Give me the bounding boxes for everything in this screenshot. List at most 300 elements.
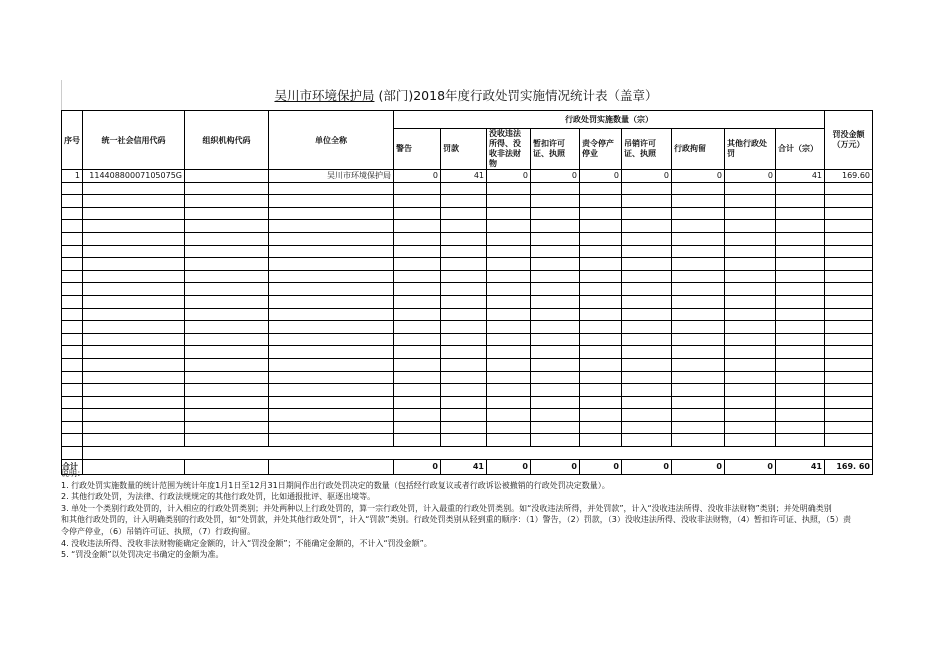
empty-cell: [269, 384, 394, 397]
note-line: 3. 单处一个类别行政处罚的，计入相应的行政处罚类别；并处两种以上行政处罚的，算一宗行政处罚，计入最重的行政处罚类别。如“没收违法所得，并处罚款”，计入“没收违法所得、没收非法财物”类别；并处明确类别: [61, 503, 832, 513]
empty-cell: [580, 308, 622, 321]
empty-cell: [531, 245, 580, 258]
notes: [61, 468, 873, 561]
empty-cell: [185, 333, 269, 346]
table-row: [62, 321, 873, 334]
empty-cell: [672, 358, 725, 371]
empty-cell: [269, 283, 394, 296]
empty-cell: [269, 207, 394, 220]
cell-seq: 1: [62, 170, 83, 183]
total-label: 合计: [62, 459, 83, 474]
empty-cell: [825, 321, 873, 334]
empty-cell: [622, 245, 672, 258]
empty-cell: [580, 396, 622, 409]
empty-cell: [580, 321, 622, 334]
cell-value: 41: [441, 170, 487, 183]
empty-cell: [487, 308, 531, 321]
table-row: [62, 384, 873, 397]
header-sub: 警告: [394, 129, 441, 170]
empty-cell: [725, 270, 776, 283]
empty-cell: [62, 346, 83, 359]
empty-cell: [62, 195, 83, 208]
empty-cell: [776, 195, 825, 208]
empty-cell: [269, 308, 394, 321]
empty-cell: [62, 371, 83, 384]
empty-cell: [83, 396, 185, 409]
empty-cell: [776, 270, 825, 283]
empty-cell: [531, 220, 580, 233]
table-row: [62, 358, 873, 371]
empty-cell: [62, 308, 83, 321]
empty-cell: [531, 321, 580, 334]
empty-cell: [531, 421, 580, 434]
total-value: 0: [622, 459, 672, 474]
empty-cell: [441, 270, 487, 283]
note-line: 2. 其他行政处罚，为法律、行政法规规定的其他行政处罚，比如通报批评、驱逐出境等。: [61, 492, 376, 502]
empty-cell: [487, 182, 531, 195]
empty-cell: [185, 207, 269, 220]
blank-row: [62, 447, 873, 460]
empty-cell: [487, 295, 531, 308]
cell-value: 41: [776, 170, 825, 183]
empty-cell: [185, 195, 269, 208]
note-line: 1. 行政处罚实施数量的统计范围为统计年度1月1日至12月31日期间作出行政处罚决定的数量（包括经行政复议或者行政诉讼被撤销的行政处罚决定数量）。: [61, 480, 610, 490]
empty-cell: [622, 321, 672, 334]
empty-cell: [441, 258, 487, 271]
empty-cell: [441, 308, 487, 321]
empty-cell: [531, 270, 580, 283]
header-sub: 罚款: [441, 129, 487, 170]
empty-cell: [672, 346, 725, 359]
empty-cell: [725, 409, 776, 422]
empty-cell: [487, 371, 531, 384]
empty-cell: [62, 333, 83, 346]
empty-cell: [580, 333, 622, 346]
empty-cell: [83, 371, 185, 384]
empty-cell: [531, 258, 580, 271]
table-row: [62, 333, 873, 346]
empty-cell: [83, 220, 185, 233]
empty-cell: [531, 283, 580, 296]
empty-cell: [62, 384, 83, 397]
empty-cell: [269, 421, 394, 434]
empty-cell: [487, 396, 531, 409]
title-unit: 吴川市环境保护局: [274, 88, 375, 103]
empty-cell: [776, 232, 825, 245]
empty-cell: [185, 384, 269, 397]
empty-cell: [487, 270, 531, 283]
empty-cell: [441, 295, 487, 308]
empty-cell: [725, 195, 776, 208]
empty-cell: [531, 333, 580, 346]
empty-cell: [487, 258, 531, 271]
empty-cell: [185, 396, 269, 409]
empty-cell: [441, 358, 487, 371]
empty-cell: [776, 434, 825, 447]
empty-cell: [725, 283, 776, 296]
empty-cell: [394, 195, 441, 208]
table-row: [62, 195, 873, 208]
empty-cell: [580, 220, 622, 233]
empty-cell: [394, 434, 441, 447]
header-sub: 暂扣许可证、执照: [531, 129, 580, 170]
empty-cell: [441, 434, 487, 447]
empty-cell: [672, 295, 725, 308]
empty-cell: [672, 220, 725, 233]
cell-value: 0: [725, 170, 776, 183]
empty-cell: [487, 358, 531, 371]
empty-cell: [580, 182, 622, 195]
empty-cell: [487, 245, 531, 258]
empty-cell: [580, 434, 622, 447]
empty-cell: [62, 283, 83, 296]
empty-cell: [62, 358, 83, 371]
empty-cell: [269, 220, 394, 233]
header-unit-name: 单位全称: [269, 111, 394, 170]
header-sub: 责令停产停业: [580, 129, 622, 170]
empty-cell: [672, 182, 725, 195]
empty-cell: [725, 308, 776, 321]
empty-cell: [441, 409, 487, 422]
empty-cell: [441, 245, 487, 258]
note-line: 令停产停业，（6）吊销许可证、执照，（7）行政拘留。: [61, 526, 256, 536]
empty-cell: [83, 270, 185, 283]
empty-cell: [394, 384, 441, 397]
table-row: [62, 421, 873, 434]
empty-cell: [672, 195, 725, 208]
empty-cell: [269, 333, 394, 346]
empty-cell: [185, 182, 269, 195]
empty-cell: [725, 371, 776, 384]
empty-cell: [185, 258, 269, 271]
empty-cell: [83, 447, 873, 460]
empty-cell: [622, 195, 672, 208]
header-org-code: 组织机构代码: [185, 111, 269, 170]
header-sub: 合计（宗）: [776, 129, 825, 170]
empty-cell: [580, 245, 622, 258]
empty-cell: [62, 220, 83, 233]
empty-cell: [441, 396, 487, 409]
empty-cell: [62, 321, 83, 334]
empty-cell: [672, 270, 725, 283]
cell-credit-code: 11440880007105075G: [83, 170, 185, 183]
empty-cell: [83, 409, 185, 422]
table-row: [62, 232, 873, 245]
empty-cell: [185, 421, 269, 434]
empty-cell: [487, 283, 531, 296]
empty-cell: [83, 232, 185, 245]
empty-cell: [725, 220, 776, 233]
empty-cell: [825, 384, 873, 397]
empty-cell: [825, 195, 873, 208]
empty-cell: [622, 182, 672, 195]
note-line: 和其他行政处罚的，计入明确类别的行政处罚，如“处罚款，并处其他行政处罚”，计入“罚款”类别。行政处罚类别从轻到重的顺序：（1）警告，（2）罚款，（3）没收违法所得、没收非法财物，（4）暂扣许可证、执照，（5）责: [61, 515, 852, 525]
empty-cell: [83, 421, 185, 434]
total-value: 0: [531, 459, 580, 474]
header-credit-code: 统一社会信用代码: [83, 111, 185, 170]
empty-cell: [531, 182, 580, 195]
empty-cell: [394, 245, 441, 258]
empty-cell: [83, 295, 185, 308]
total-value: 0: [394, 459, 441, 474]
header-sub: 吊销许可证、执照: [622, 129, 672, 170]
empty-cell: [62, 270, 83, 283]
total-value: 0: [725, 459, 776, 474]
empty-cell: [580, 358, 622, 371]
empty-cell: [580, 384, 622, 397]
table-row: [62, 207, 873, 220]
empty-cell: [62, 258, 83, 271]
empty-cell: [776, 245, 825, 258]
empty-cell: [62, 207, 83, 220]
empty-cell: [825, 409, 873, 422]
empty-cell: [825, 434, 873, 447]
empty-cell: [487, 409, 531, 422]
empty-cell: [441, 220, 487, 233]
empty-cell: [725, 358, 776, 371]
empty-cell: [487, 220, 531, 233]
empty-cell: [776, 371, 825, 384]
empty-cell: [725, 346, 776, 359]
empty-cell: [825, 258, 873, 271]
empty-cell: [62, 245, 83, 258]
empty-cell: [394, 232, 441, 245]
empty-cell: [394, 421, 441, 434]
total-value: 41: [776, 459, 825, 474]
empty-cell: [580, 258, 622, 271]
empty-cell: [580, 232, 622, 245]
empty-cell: [580, 421, 622, 434]
empty-cell: [185, 434, 269, 447]
empty-cell: [269, 396, 394, 409]
empty-cell: [62, 421, 83, 434]
empty-cell: [580, 283, 622, 296]
empty-cell: [185, 358, 269, 371]
empty-cell: [622, 346, 672, 359]
empty-cell: [622, 258, 672, 271]
empty-cell: [825, 270, 873, 283]
empty-cell: [441, 346, 487, 359]
cell-value: 0: [394, 170, 441, 183]
empty-cell: [185, 220, 269, 233]
empty-cell: [725, 384, 776, 397]
table-row: [62, 182, 873, 195]
table-row: [62, 270, 873, 283]
table-row: [62, 346, 873, 359]
empty-cell: [580, 409, 622, 422]
cell-value: 0: [531, 170, 580, 183]
title-rest: (部门)2018年度行政处罚实施情况统计表（盖章）: [378, 88, 658, 103]
empty-cell: [487, 333, 531, 346]
empty-cell: [622, 283, 672, 296]
empty-cell: [269, 195, 394, 208]
empty-cell: [185, 283, 269, 296]
header-group: 行政处罚实施数量（宗）: [394, 111, 825, 129]
empty-cell: [622, 308, 672, 321]
empty-cell: [725, 434, 776, 447]
table-row: [62, 245, 873, 258]
total-amount: 169. 60: [825, 459, 873, 474]
table-row: [62, 396, 873, 409]
empty-cell: [83, 333, 185, 346]
empty-cell: [62, 295, 83, 308]
empty-cell: [725, 321, 776, 334]
cell-amount: 169.60: [825, 170, 873, 183]
cell-unit-name: 吴川市环境保护局: [269, 170, 394, 183]
empty-cell: [83, 245, 185, 258]
empty-cell: [269, 371, 394, 384]
empty-cell: [83, 207, 185, 220]
empty-cell: [441, 371, 487, 384]
empty-cell: [672, 321, 725, 334]
note-line: 4. 没收违法所得、没收非法财物能确定金额的，计入“罚没金额”；不能确定金额的，不计入“罚没金额”。: [61, 538, 432, 548]
table-row: [62, 409, 873, 422]
empty-cell: [394, 321, 441, 334]
empty-cell: [825, 220, 873, 233]
empty-cell: [580, 371, 622, 384]
empty-cell: [672, 434, 725, 447]
empty-cell: [185, 245, 269, 258]
empty-cell: [776, 396, 825, 409]
empty-cell: [487, 207, 531, 220]
empty-cell: [62, 434, 83, 447]
total-value: 0: [672, 459, 725, 474]
empty-cell: [83, 346, 185, 359]
empty-cell: [83, 283, 185, 296]
empty-cell: [825, 232, 873, 245]
empty-cell: [580, 295, 622, 308]
empty-cell: [487, 384, 531, 397]
empty-cell: [185, 409, 269, 422]
cell-value: 0: [580, 170, 622, 183]
empty-cell: [83, 434, 185, 447]
empty-cell: [825, 371, 873, 384]
empty-cell: [672, 421, 725, 434]
empty-cell: [531, 207, 580, 220]
empty-cell: [394, 258, 441, 271]
empty-cell: [622, 421, 672, 434]
empty-cell: [394, 182, 441, 195]
empty-cell: [269, 245, 394, 258]
empty-cell: [269, 232, 394, 245]
empty-cell: [394, 270, 441, 283]
empty-cell: [394, 220, 441, 233]
empty-cell: [185, 308, 269, 321]
empty-cell: [394, 371, 441, 384]
table-row: [62, 283, 873, 296]
header-sub: 其他行政处罚: [725, 129, 776, 170]
empty-cell: [185, 371, 269, 384]
empty-cell: [825, 283, 873, 296]
empty-cell: [776, 258, 825, 271]
empty-cell: [776, 358, 825, 371]
empty-cell: [622, 207, 672, 220]
empty-cell: [825, 182, 873, 195]
empty-cell: [622, 371, 672, 384]
empty-cell: [776, 409, 825, 422]
table-row: [62, 295, 873, 308]
header-sub: 没收违法所得、没收非法财物: [487, 129, 531, 170]
empty-cell: [725, 396, 776, 409]
empty-cell: [725, 182, 776, 195]
empty-cell: [580, 270, 622, 283]
empty-cell: [83, 358, 185, 371]
empty-cell: [825, 421, 873, 434]
empty-cell: [622, 232, 672, 245]
empty-cell: [672, 384, 725, 397]
empty-cell: [776, 321, 825, 334]
empty-cell: [185, 346, 269, 359]
empty-cell: [622, 358, 672, 371]
empty-cell: [825, 346, 873, 359]
empty-cell: [441, 421, 487, 434]
empty-cell: [269, 346, 394, 359]
empty-cell: [725, 421, 776, 434]
empty-cell: [672, 333, 725, 346]
empty-cell: [672, 283, 725, 296]
empty-cell: [83, 384, 185, 397]
cell-value: 0: [487, 170, 531, 183]
empty-cell: [83, 308, 185, 321]
table-row: [62, 170, 873, 183]
empty-cell: [487, 321, 531, 334]
empty-cell: [269, 295, 394, 308]
empty-cell: [394, 358, 441, 371]
empty-cell: [622, 384, 672, 397]
table-row: [62, 371, 873, 384]
empty-cell: [394, 308, 441, 321]
empty-cell: [776, 333, 825, 346]
table-row: [62, 258, 873, 271]
empty-cell: [580, 346, 622, 359]
empty-cell: [776, 295, 825, 308]
empty-cell: [825, 245, 873, 258]
empty-cell: [394, 295, 441, 308]
empty-cell: [725, 295, 776, 308]
empty-cell: [487, 421, 531, 434]
empty-cell: [531, 371, 580, 384]
empty-cell: [531, 232, 580, 245]
empty-cell: [672, 409, 725, 422]
statistics-table: [61, 110, 873, 475]
empty-cell: [531, 346, 580, 359]
empty-cell: [776, 384, 825, 397]
empty-cell: [825, 333, 873, 346]
empty-cell: [62, 232, 83, 245]
empty-cell: [776, 182, 825, 195]
empty-cell: [776, 346, 825, 359]
empty-cell: [269, 270, 394, 283]
empty-cell: [672, 396, 725, 409]
empty-cell: [269, 434, 394, 447]
empty-cell: [441, 333, 487, 346]
table-row: [62, 308, 873, 321]
empty-cell: [62, 182, 83, 195]
empty-cell: [394, 409, 441, 422]
empty-cell: [622, 295, 672, 308]
empty-cell: [531, 384, 580, 397]
empty-cell: [776, 283, 825, 296]
empty-cell: [672, 371, 725, 384]
header-seq: 序号: [62, 111, 83, 170]
empty-cell: [622, 409, 672, 422]
empty-cell: [185, 321, 269, 334]
empty-cell: [185, 270, 269, 283]
empty-cell: [62, 409, 83, 422]
empty-cell: [269, 409, 394, 422]
empty-cell: [441, 182, 487, 195]
empty-cell: [776, 220, 825, 233]
